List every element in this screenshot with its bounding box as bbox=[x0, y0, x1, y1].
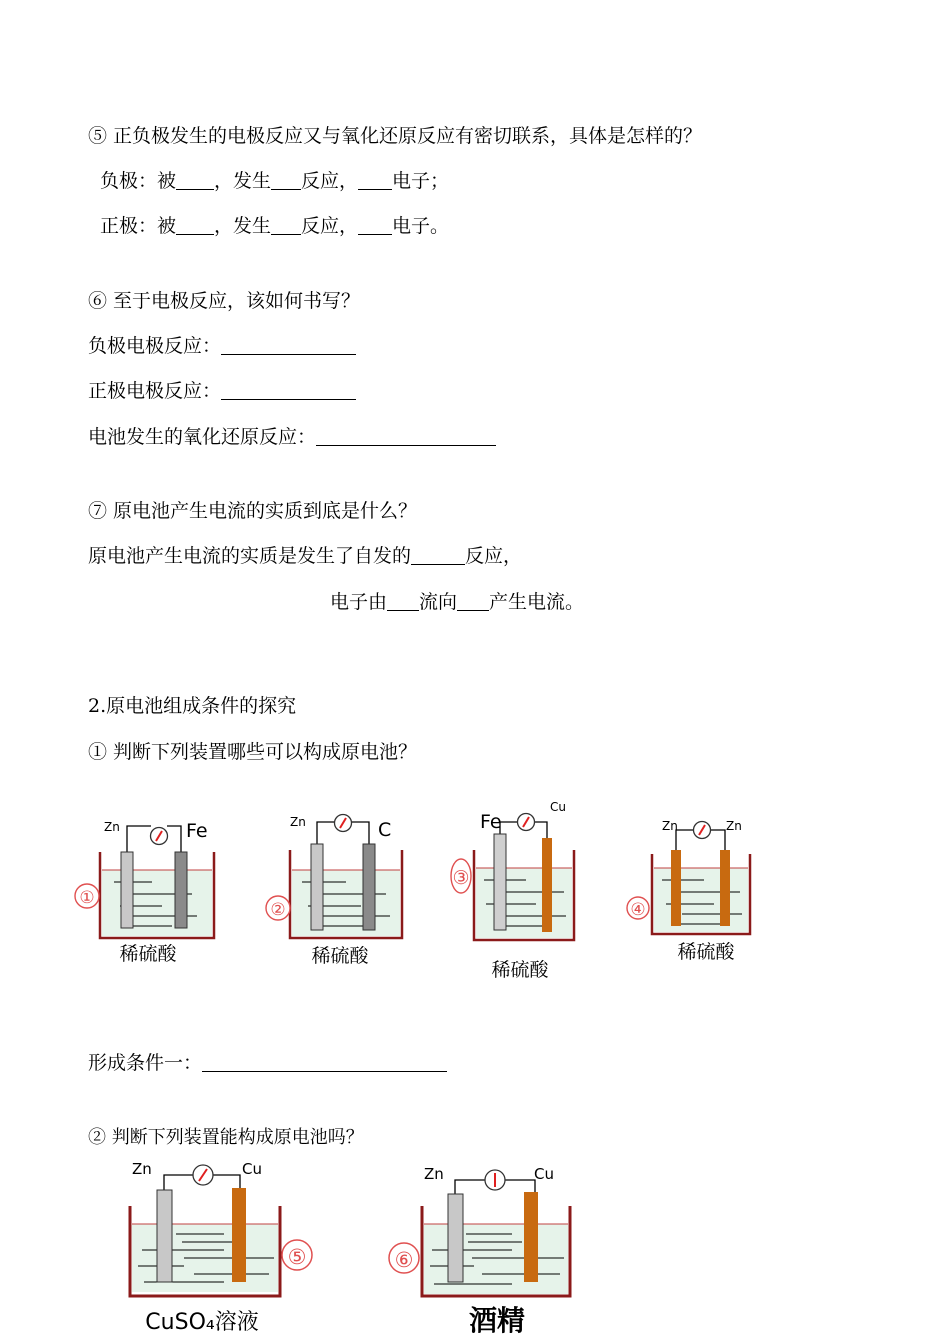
q7-line1-text-a: 原电池产生电流的实质是发生了自发的 bbox=[88, 545, 412, 567]
electrode-label-right: Zn bbox=[726, 819, 742, 833]
q5-positive-line bbox=[100, 214, 449, 238]
cell-diagram-2 bbox=[266, 808, 416, 972]
answer-blank[interactable] bbox=[316, 427, 496, 446]
blank[interactable] bbox=[358, 216, 392, 235]
blank[interactable] bbox=[457, 592, 489, 611]
cell-diagram-3 bbox=[446, 796, 596, 982]
q5-neg-text-b: ，发生 bbox=[214, 170, 272, 192]
q6-negative-line bbox=[88, 334, 356, 358]
q5-pos-text-c: 反应， bbox=[301, 215, 359, 237]
q6-total-line bbox=[88, 425, 496, 449]
q5-neg-text-a: 负极：被 bbox=[100, 170, 177, 192]
q7-title: ⑦ 原电池产生电流的实质到底是什么？ bbox=[88, 500, 418, 522]
answer-blank[interactable] bbox=[221, 381, 356, 400]
section2-title: 2.原电池组成条件的探究 bbox=[88, 695, 297, 717]
solution-label: 稀硫酸 bbox=[311, 945, 369, 967]
figure-number: ② bbox=[270, 900, 286, 920]
electrode-label-left: Zn bbox=[662, 819, 678, 833]
figure-number: ⑥ bbox=[394, 1248, 414, 1272]
q5-negative-line bbox=[100, 169, 449, 193]
condition-label: 形成条件一： bbox=[88, 1052, 203, 1074]
q7-line2 bbox=[330, 590, 584, 614]
blank[interactable] bbox=[271, 171, 301, 190]
q7-line1 bbox=[88, 544, 522, 568]
electrode-label-left: Zn bbox=[290, 815, 306, 829]
q5-neg-text-d: 电子； bbox=[392, 170, 450, 192]
electrode-label-left: Fe bbox=[480, 811, 502, 833]
q7-line2-text-b: 流向 bbox=[419, 591, 458, 613]
answer-blank[interactable] bbox=[221, 336, 356, 355]
blank[interactable] bbox=[387, 592, 419, 611]
section2-q1: ① 判断下列装置哪些可以构成原电池？ bbox=[88, 741, 418, 763]
condition-line bbox=[88, 1051, 447, 1075]
blank[interactable] bbox=[271, 216, 301, 235]
solution-label: CuSO₄溶液 bbox=[145, 1310, 259, 1335]
q6-neg-label: 负极电极反应： bbox=[88, 335, 222, 357]
cell-diagram-1 bbox=[72, 812, 222, 972]
solution-label: 酒精 bbox=[468, 1304, 526, 1337]
q6-positive-line bbox=[88, 379, 356, 403]
q7-line1-text-b: 反应， bbox=[465, 545, 523, 567]
figure-number: ④ bbox=[630, 900, 646, 920]
blank[interactable] bbox=[176, 216, 214, 235]
cell-diagram-5 bbox=[124, 1154, 324, 1338]
electrode-label-right: Cu bbox=[534, 1165, 554, 1183]
electrode-label-right: Fe bbox=[186, 820, 208, 842]
electrode-label-left: Zn bbox=[424, 1165, 444, 1183]
cell-diagram-4 bbox=[626, 812, 766, 972]
q5-neg-text-c: 反应， bbox=[301, 170, 359, 192]
electrode-label-right: Cu bbox=[242, 1160, 262, 1178]
figure-number: ⑤ bbox=[287, 1245, 307, 1269]
section2-q2: ② 判断下列装置能构成原电池吗？ bbox=[88, 1127, 364, 1148]
electrode-label-left: Zn bbox=[104, 820, 120, 834]
answer-blank[interactable] bbox=[202, 1053, 447, 1072]
q7-line2-text-a: 电子由 bbox=[330, 591, 388, 613]
solution-label: 稀硫酸 bbox=[677, 941, 735, 963]
blank[interactable] bbox=[358, 171, 392, 190]
figure-number: ③ bbox=[452, 867, 470, 889]
electrode-label-right: Cu bbox=[550, 800, 566, 814]
cell-diagram-6 bbox=[382, 1154, 582, 1338]
q5-pos-text-d: 电子。 bbox=[392, 215, 450, 237]
q7-line2-text-c: 产生电流。 bbox=[489, 591, 585, 613]
q5-title: ⑤ 正负极发生的电极反应又与氧化还原反应有密切联系，具体是怎样的？ bbox=[88, 125, 703, 147]
q5-pos-text-a: 正极：被 bbox=[100, 215, 177, 237]
electrode-label-left: Zn bbox=[132, 1160, 152, 1178]
q6-pos-label: 正极电极反应： bbox=[88, 380, 222, 402]
q6-total-label: 电池发生的氧化还原反应： bbox=[88, 426, 317, 448]
figure-number: ① bbox=[79, 888, 95, 908]
electrode-label-right: C bbox=[378, 819, 392, 841]
blank[interactable] bbox=[176, 171, 214, 190]
q6-title: ⑥ 至于电极反应，该如何书写？ bbox=[88, 290, 361, 312]
blank[interactable] bbox=[411, 546, 465, 565]
solution-label: 稀硫酸 bbox=[491, 959, 549, 981]
solution-label: 稀硫酸 bbox=[119, 943, 177, 965]
q5-pos-text-b: ，发生 bbox=[214, 215, 272, 237]
